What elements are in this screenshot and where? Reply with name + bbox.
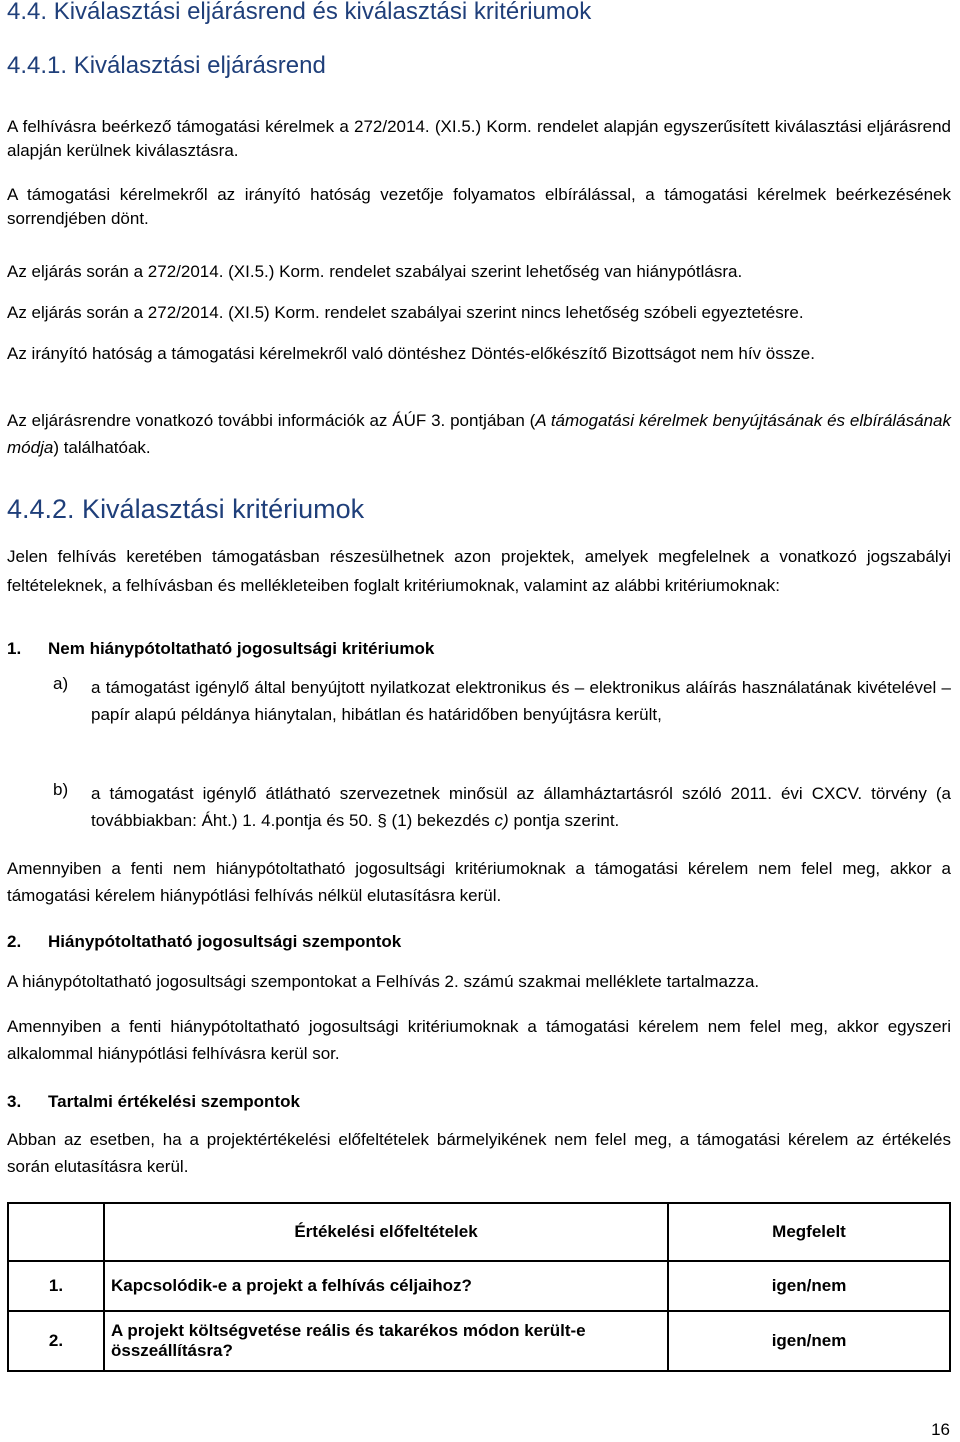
- table-row-value: igen/nem: [668, 1261, 950, 1311]
- table-row: [8, 1261, 950, 1311]
- paragraph-8: Amennyiben a fenti nem hiánypótoltatható jogosultsági kritériumoknak a támogatási kérelem nem felel meg, akkor a támogatási kérelem hiánypótlási felhívás nélkül elutasításra kerül.: [7, 859, 951, 905]
- paragraph-5: Az irányító hatóság a támogatási kérelmekről való döntéshez Döntés-előkészítő Bizottságot nem hív össze.: [7, 344, 815, 363]
- section-1-title: Nem hiánypótoltatható jogosultsági kritériumok: [48, 639, 435, 658]
- heading-sub1: 4.4.1. Kiválasztási eljárásrend: [7, 52, 326, 79]
- paragraph-11: Abban az esetben, ha a projektértékelési előfeltételek bármelyikének nem felel meg, a támogatási kérelem az értékelés során elutasításra kerül.: [7, 1130, 951, 1176]
- heading-main: 4.4. Kiválasztási eljárásrend és kiválasztási kritériumok: [7, 0, 592, 25]
- section-2-number: 2.: [7, 932, 22, 951]
- table-row-text: Kapcsolódik-e a projekt a felhívás céljaihoz?: [104, 1261, 668, 1311]
- paragraph-2: A támogatási kérelmekről az irányító hatóság vezetője folyamatos elbírálással, a támogatási kérelmek beérkezésének sorrendjében dönt.: [7, 185, 951, 228]
- table-header-cell-criteria: Értékelési előfeltételek: [104, 1203, 668, 1261]
- item-a-label: a): [53, 674, 69, 693]
- table-row-number: 1.: [8, 1261, 104, 1311]
- paragraph-3: Az eljárás során a 272/2014. (XI.5.) Korm. rendelet szabályai szerint lehetőség van hiánypótlásra.: [7, 262, 743, 281]
- page-number: 16: [931, 1420, 950, 1439]
- paragraph-10: Amennyiben a fenti hiánypótoltatható jogosultsági kritériumoknak a támogatási kérelem nem felel meg, akkor egyszeri alkalommal hiánypótlási felhívásra kerül sor.: [7, 1017, 951, 1063]
- table-header-cell-result: Megfelelt: [668, 1203, 950, 1261]
- table-header-row: [8, 1203, 950, 1261]
- paragraph-6-part-a: Az eljárásrendre vonatkozó további információk az ÁÚF 3. pontjában (: [7, 411, 536, 430]
- paragraph-7: Jelen felhívás keretében támogatásban részesülhetnek azon projektek, amelyek megfelelnek a vonatkozó jogszabályi feltételeknek, a felhívásban és mellékleteiben foglalt kritériumoknak, valamint az alábbi kritériumoknak:: [7, 547, 951, 595]
- paragraph-6: [7, 407, 951, 461]
- paragraph-1: A felhívásra beérkező támogatási kérelmek a 272/2014. (XI.5.) Korm. rendelet alapján egyszerűsített kiválasztási eljárásrend alapján kerülnek kiválasztásra.: [7, 117, 951, 160]
- item-b-label: b): [53, 780, 69, 799]
- paragraph-6-part-c: ) találhatóak.: [53, 438, 151, 457]
- table-row-text: A projekt költségvetése reális és takarékos módon került-e összeállításra?: [104, 1311, 668, 1371]
- item-a-text: a támogatást igénylő által benyújtott nyilatkozat elektronikus és – elektronikus aláírás használatának kivételével – papír alapú példánya hiánytalan, hibátlan és határidőben benyújtásra került,: [91, 678, 951, 724]
- section-2-title: Hiánypótoltatható jogosultsági szempontok: [48, 932, 402, 951]
- item-b-text-2: c): [494, 811, 509, 830]
- item-b-text: [91, 780, 951, 834]
- paragraph-6-part-b: A támogatási kérelmek benyújtásának és elbírálásának módja: [7, 411, 951, 457]
- item-b-text-3: pontja szerint.: [508, 811, 620, 830]
- paragraph-9: A hiánypótoltatható jogosultsági szempontokat a Felhívás 2. számú szakmai melléklete tartalmazza.: [7, 972, 760, 991]
- evaluation-table: [7, 1202, 951, 1372]
- table-header-cell-number: [8, 1203, 104, 1261]
- table-row-value: igen/nem: [668, 1311, 950, 1371]
- table-row: [8, 1311, 950, 1371]
- section-3-number: 3.: [7, 1092, 22, 1111]
- section-3-title: Tartalmi értékelési szempontok: [48, 1092, 300, 1111]
- item-b-text-1: a támogatást igénylő átlátható szervezetnek minősül az államháztartásról szóló 2011. évi CXCV. törvény (a továbbiakban: Áht.) 1. 4.pontja és 50. § (1) bekezdés: [91, 784, 951, 830]
- paragraph-4: Az eljárás során a 272/2014. (XI.5) Korm. rendelet szabályai szerint nincs lehetőség szóbeli egyeztetésre.: [7, 303, 804, 322]
- heading-sub2: 4.4.2. Kiválasztási kritériumok: [7, 494, 365, 524]
- section-1-number: 1.: [7, 639, 22, 658]
- table-row-number: 2.: [8, 1311, 104, 1371]
